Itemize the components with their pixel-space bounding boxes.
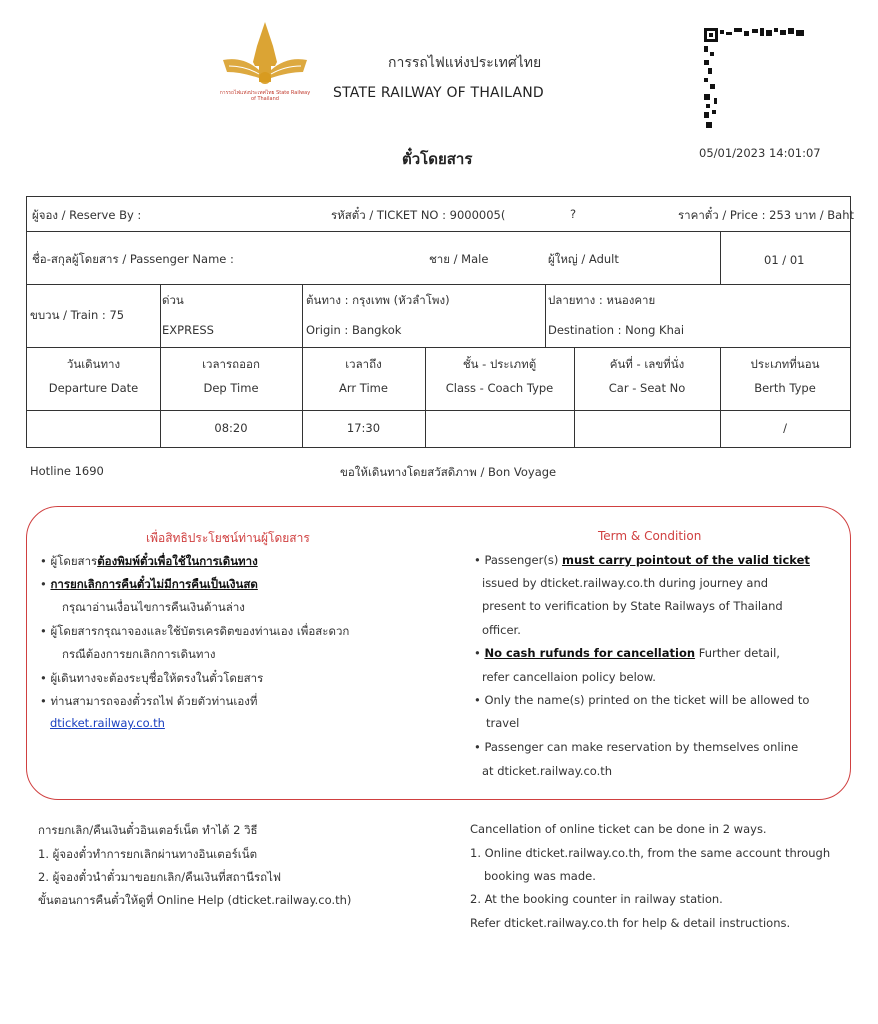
- qr-code: [702, 22, 812, 132]
- dticket-link[interactable]: dticket.railway.co.th: [50, 716, 165, 730]
- terms-th-line-3: กรุณาอ่านเงื่อนไขการคืนเงินด้านล่าง: [62, 600, 245, 614]
- terms-th-line-5: กรณีต้องการยกเลิกการเดินทาง: [62, 647, 216, 661]
- cancel-th-line-1: การยกเลิก/คืนเงินตั๋วอินเตอร์เน็ต ทำได้ 2 วิธี: [38, 823, 258, 837]
- cancel-th-line-3: 2. ผู้จองตั๋วนำตั๋วมาขอยกเลิก/คืนเงินที่สถานีรถไฟ: [38, 870, 282, 884]
- origin-thai: ต้นทาง : กรุงเทพ (หัวลำโพง): [306, 293, 450, 307]
- row-divider: [27, 231, 850, 232]
- org-name-english: STATE RAILWAY OF THAILAND: [333, 85, 544, 101]
- passenger-gender: ชาย / Male: [429, 252, 489, 266]
- destination-thai: ปลายทาง : หนองคาย: [548, 293, 656, 307]
- col-header-departure-date-th: วันเดินทาง: [66, 357, 121, 371]
- org-name-thai: การรถไฟแห่งประเทศไทย: [388, 55, 542, 71]
- logo-caption: การรถไฟแห่งประเทศไทย State Railway of Thailand: [219, 90, 311, 102]
- row-divider: [27, 347, 850, 348]
- terms-en-line-2: issued by dticket.railway.co.th during journey and: [482, 576, 769, 590]
- col-header-seat-en: Car - Seat No: [608, 381, 686, 395]
- terms-en-line-5: • No cash rufunds for cancellation Further detail,: [474, 646, 780, 660]
- passenger-age-type: ผู้ใหญ่ / Adult: [548, 252, 619, 266]
- col-header-berth-th: ประเภทที่นอน: [750, 357, 820, 371]
- col-header-berth-en: Berth Type: [754, 381, 816, 395]
- col-header-departure-date-en: Departure Date: [48, 381, 139, 395]
- cancel-en-line-3: booking was made.: [484, 869, 596, 883]
- cancel-en-line-1: Cancellation of online ticket can be done in 2 ways.: [470, 822, 767, 836]
- reserve-by-label: ผู้จอง / Reserve By :: [32, 208, 142, 222]
- document-title: ตั๋วโดยสาร: [402, 150, 473, 168]
- col-header-arr-time-en: Arr Time: [339, 381, 388, 395]
- col-header-seat-th: คันที่ - เลขที่นั่ง: [609, 357, 685, 371]
- terms-th-line-4: • ผู้โดยสารกรุณาจองและใช้บัตรเครดิตของท่านเอง เพื่อสะดวก: [40, 624, 350, 638]
- passenger-count: 01 / 01: [764, 253, 805, 267]
- passenger-name-label: ชื่อ-สกุลผู้โดยสาร / Passenger Name :: [32, 252, 234, 266]
- terms-heading-thai: เพื่อสิทธิประโยชน์ท่านผู้โดยสาร: [146, 531, 310, 545]
- terms-en-line-8: travel: [486, 716, 520, 730]
- printed-timestamp: 05/01/2023 14:01:07: [699, 146, 821, 160]
- ticket-table: [26, 196, 854, 448]
- terms-en-line-9: • Passenger can make reservation by themselves online: [474, 740, 799, 754]
- col-header-class-th: ชั้น - ประเภทตู้: [462, 357, 537, 371]
- row-divider: [27, 410, 850, 411]
- train-number: ขบวน / Train : 75: [30, 308, 125, 322]
- cancel-en-line-2: 1. Online dticket.railway.co.th, from the same account through: [470, 846, 831, 860]
- ticket-question-mark: ?: [570, 207, 577, 221]
- col-header-arr-time-th: เวลาถึง: [345, 357, 382, 371]
- value-berth: /: [783, 421, 787, 435]
- qr-code-icon: [702, 22, 812, 132]
- terms-heading-english: Term & Condition: [598, 529, 702, 543]
- terms-en-line-4: officer.: [482, 623, 521, 637]
- bon-voyage: ขอให้เดินทางโดยสวัสดิภาพ / Bon Voyage: [340, 465, 557, 479]
- terms-th-line-2: • การยกเลิกการคืนตั๋วไม่มีการคืนเป็นเงินสด: [40, 577, 258, 591]
- terms-th-line-1: • ผู้โดยสารต้องพิมพ์ตั๋วเพื่อใช้ในการเดินทาง: [40, 554, 258, 568]
- col-divider: [720, 231, 721, 284]
- terms-en-line-7: • Only the name(s) printed on the ticket will be allowed to: [474, 693, 810, 707]
- cancel-th-line-4: ขั้นตอนการคืนตั๋วให้ดูที่ Online Help (dticket.railway.co.th): [38, 893, 352, 907]
- cancel-en-line-4: 2. At the booking counter in railway station.: [470, 892, 723, 906]
- hotline: Hotline 1690: [30, 464, 104, 478]
- train-type-english: EXPRESS: [162, 323, 214, 337]
- value-arr-time: 17:30: [346, 421, 381, 435]
- cancel-th-line-2: 1. ผู้จองตั๋วทำการยกเลิกผ่านทางอินเตอร์เน็ต: [38, 847, 258, 861]
- col-header-dep-time-en: Dep Time: [203, 381, 259, 395]
- destination-english: Destination : Nong Khai: [548, 323, 685, 337]
- terms-en-line-6: refer cancellaion policy below.: [482, 670, 656, 684]
- cancel-en-line-5: Refer dticket.railway.co.th for help & detail instructions.: [470, 916, 791, 930]
- col-divider: [545, 284, 546, 347]
- terms-en-line-1: • Passenger(s) must carry pointout of the valid ticket: [474, 553, 810, 567]
- train-type-thai: ด่วน: [162, 293, 184, 307]
- terms-en-line-10: at dticket.railway.co.th: [482, 764, 613, 778]
- value-dep-time: 08:20: [214, 421, 248, 435]
- col-header-class-en: Class - Coach Type: [445, 381, 554, 395]
- ticket-price: ราคาตั๋ว / Price : 253 บาท / Baht: [678, 208, 854, 222]
- col-header-dep-time-th: เวลารถออก: [202, 357, 260, 371]
- origin-english: Origin : Bangkok: [306, 323, 402, 337]
- row-divider: [27, 284, 850, 285]
- terms-en-line-3: present to verification by State Railways of Thailand: [482, 599, 783, 613]
- terms-th-line-7: • ท่านสามารถจองตั๋วรถไฟ ด้วยตัวท่านเองที่: [40, 694, 258, 708]
- ticket-number: รหัสตั๋ว / TICKET NO : 9000005(: [331, 208, 506, 222]
- terms-th-line-6: • ผู้เดินทางจะต้องระบุชื่อให้ตรงในตั๋วโดยสาร: [40, 671, 264, 685]
